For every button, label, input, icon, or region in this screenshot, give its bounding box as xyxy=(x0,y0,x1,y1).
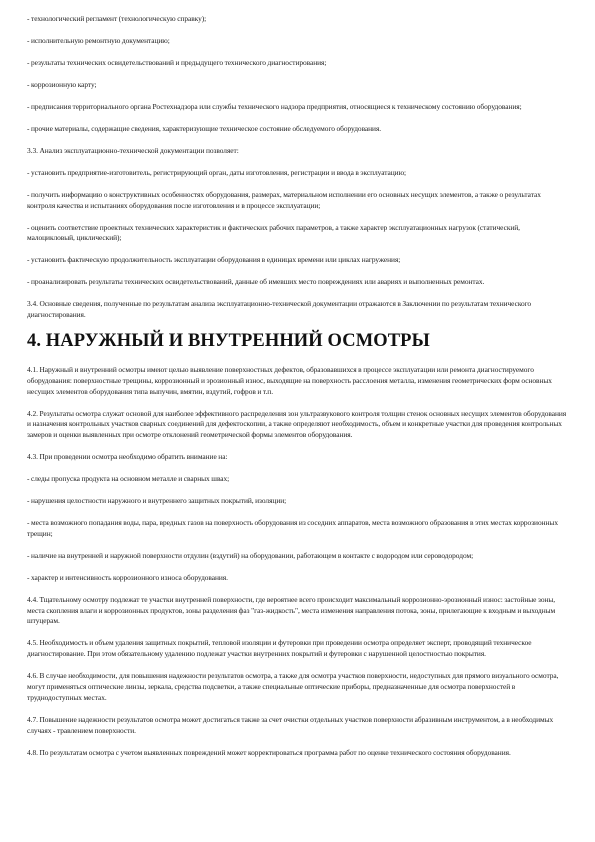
list-item: - нарушения целостности наружного и внутреннего защитных покрытий, изоляции; xyxy=(27,496,287,506)
list-item: - исполнительную ремонтную документацию; xyxy=(27,35,170,45)
list-item: - получить информацию о конструктивных особенностях оборудования, размерах, материальном исполнении его основных несущих элементов, а также о результатах контроля качества и испытаниях оборудования после изготовления и в процессе эксплуатации; xyxy=(27,189,541,210)
list-item: - прочие материалы, содержащие сведения, характеризующие техническое состояние обследуемого оборудования. xyxy=(27,123,382,133)
list-item: - установить фактическую продолжительность эксплуатации оборудования в единицах времени или циклах нагружения; xyxy=(27,255,401,265)
paragraph-4-7: 4.7. Повышение надежности результатов осмотра может достигаться также за счет очистки отдельных участков поверхности абразивным инструментом, а в необходимых случаях - травлением поверхности. xyxy=(27,714,554,735)
list-item: - оценить соответствие проектных технических характеристик и фактических рабочих параметров, а также характер эксплуатационных нагрузок (статический, малоцикловый, циклический); xyxy=(27,222,520,243)
document-page xyxy=(27,14,568,770)
paragraph-4-1: 4.1. Наружный и внутренний осмотры имеют целью выявление поверхностных дефектов, образовавшихся в процессе эксплуатации или ремонта диагностируемого оборудования: поверхностные трещины, коррозионный и эрозионный износ, выходящие на поверхность расслоения металла, изменения геометрических форм основных несущих элементов оборудования типа выпучин, вмятин, вздутий, гофров и т.п. xyxy=(27,365,552,396)
list-item: - технологический регламент (технологическую справку); xyxy=(27,14,207,23)
section-heading: 4. НАРУЖНЫЙ И ВНУТРЕННИЙ ОСМОТРЫ xyxy=(27,331,430,351)
list-item: - места возможного попадания воды, пара, вредных газов на поверхность оборудования из соседних аппаратов, места возможного образования в этих местах коррозионных трещин; xyxy=(27,518,558,538)
paragraph-4-8: 4.8. По результатам осмотра с учетом выявленных повреждений может корректироваться программа работ по оценке технического состояния оборудования. xyxy=(27,747,511,757)
list-item: - наличие на внутренней и наружной поверхности отдулин (вздутий) на оборудовании, работающем в контакте с водородом или сероводородом; xyxy=(27,550,474,560)
list-item: - установить предприятие-изготовитель, регистрирующий орган, даты изготовления, регистрации и ввода в эксплуатацию; xyxy=(27,167,407,177)
list-item: - предписания территориального органа Ростехнадзора или службы технического надзора предприятия, относящиеся к техническому состоянию оборудования; xyxy=(27,101,522,111)
list-item: - коррозионную карту; xyxy=(27,79,97,89)
paragraph-4-6: 4.6. В случае необходимости, для повышения надежности результатов осмотра, а также для осмотра участков поверхности, недоступных для прямого визуального осмотра, могут применяться оптические линзы, зеркала, средства подсветки, а также специальные оптические приборы, предназначенные для осмотра поверхностей в труднодоступных местах. xyxy=(27,671,559,702)
list-item: - характер и интенсивность коррозионного износа оборудования. xyxy=(27,572,228,582)
paragraph-3-3: 3.3. Анализ эксплуатационно-технической документации позволяет: xyxy=(27,145,239,155)
list-item: - проанализировать результаты технических освидетельствований, данные об имевших место повреждениях или авариях и выполненных ремонтах. xyxy=(27,277,485,287)
paragraph-3-4: 3.4. Основные сведения, полученные по результатам анализа эксплуатационно-технической документации отражаются в Заключении по результатам технического диагностирования. xyxy=(27,299,532,320)
paragraph-4-3: 4.3. При проведении осмотра необходимо обратить внимание на: xyxy=(27,452,228,462)
list-item: - следы пропуска продукта на основном металле и сварных швах; xyxy=(27,474,230,484)
paragraph-4-4: 4.4. Тщательному осмотру подлежат те участки внутренней поверхности, где вероятнее всего происходит максимальный коррозионно-эрозионный износ: застойные зоны, места скопления влаги и коррозионных продуктов, зоны разделения фаз "газ-жидкость", места изменения направления потока, зоны, прилегающие к входным и выходным штуцерам. xyxy=(27,594,556,626)
list-item: - результаты технических освидетельствований и предыдущего технического диагностирования; xyxy=(27,57,327,67)
paragraph-4-2: 4.2. Результаты осмотра служат основой для наиболее эффективного распределения зон ультразвукового контроля толщин стенок основных несущих элементов оборудования и назначения контрольных участков сварных соединений для дефектоскопии, а также определяют необходимость, объем и конкретные участки для проведения контрольных замеров и оценки выявленных при осмотре отклонений геометрической формы элементов оборудования. xyxy=(27,408,567,440)
paragraph-4-5: 4.5. Необходимость и объем удаления защитных покрытий, тепловой изоляции и футеровки при проведении осмотра определяет эксперт, проводящий техническое диагностирование. При этом обязательному удалению подлежат участки внутренних покрытий и футеровки с нарушенной целостностью покрытия. xyxy=(27,638,532,659)
